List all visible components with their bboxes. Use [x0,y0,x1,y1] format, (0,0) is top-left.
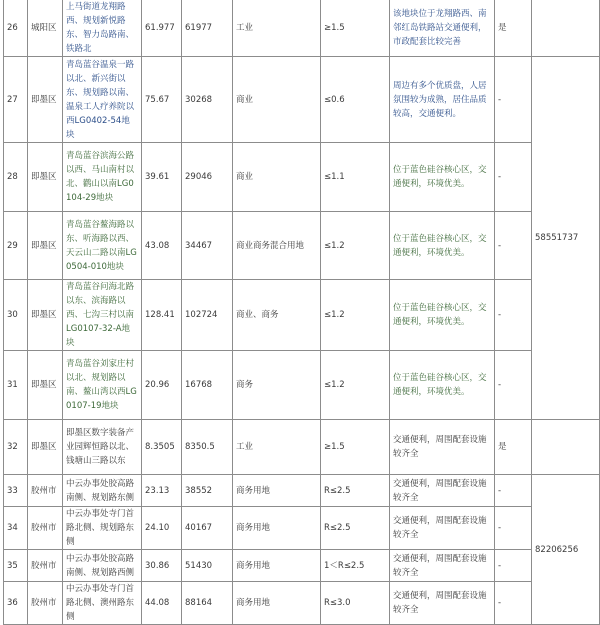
use-cell: 商业 [233,143,321,212]
location-cell: 中云办事处胶高路南侧、规划路西侧 [63,550,142,582]
desc-cell: 交通便利，周围配套设施较齐全 [390,550,495,582]
desc-cell: 位于蓝色硅谷核心区，交通便利，环境优美。 [390,280,495,351]
flag-cell: - [495,280,532,351]
area-sqm-cell: 61977 [182,0,233,57]
table-row [4,280,600,351]
location-cell: 上马街道龙翔路西、规划新悦路东、智力岛路南、铁路北 [63,0,142,57]
desc-cell: 周边有多个优质盘，人居氛围较为成熟，居住品质较高，交通便利。 [390,57,495,143]
contact-cell [532,420,600,475]
location-cell: 青岛蓝谷温泉一路以北、新兴街以东、规划路以南、温泉工人疗养院以西LG0402-54地块 [63,57,142,143]
area-sqm-cell: 30268 [182,57,233,143]
far-cell: ≥1.5 [321,0,390,57]
table-row [4,143,600,212]
district-cell: 即墨区 [28,280,63,351]
table-row [4,475,600,507]
use-cell: 工业 [233,420,321,475]
table-row [4,550,600,582]
area-sqm-cell: 8350.5 [182,420,233,475]
area-cell: 128.41 [142,280,182,351]
area-cell: 61.977 [142,0,182,57]
area-cell: 39.61 [142,143,182,212]
district-cell: 城阳区 [28,0,63,57]
desc-cell: 位于蓝色硅谷核心区，交通便利，环境优美。 [390,143,495,212]
flag-cell: - [495,550,532,582]
district-cell: 胶州市 [28,475,63,507]
use-cell: 商务 [233,351,321,420]
district-cell: 胶州市 [28,507,63,550]
table-row [4,420,600,475]
location-cell: 中云办事处寺门首路北侧、规划路东侧 [63,507,142,550]
table-row [4,57,600,143]
flag-cell: - [495,57,532,143]
flag-cell: - [495,143,532,212]
area-sqm-cell: 102724 [182,280,233,351]
area-sqm-cell: 38552 [182,475,233,507]
far-cell: 1＜R≤2.5 [321,550,390,582]
use-cell: 商业、商务 [233,280,321,351]
contact-cell: 58551737 [532,57,600,420]
row-number: 27 [4,57,28,143]
contact-cell [532,0,600,57]
row-number: 31 [4,351,28,420]
location-cell: 青岛蓝谷鳌海路以东、听海路以西、天云山二路以南LG0504-010地块 [63,212,142,280]
location-cell: 青岛蓝谷刘家庄村以北、规划路以南、鳌山湾以西LG0107-19地块 [63,351,142,420]
far-cell: R≤3.0 [321,582,390,625]
far-cell: ≤1.2 [321,280,390,351]
district-cell: 即墨区 [28,143,63,212]
location-cell: 青岛蓝谷问海北路以东、滨海路以西、七沟三村以南LG0107-32-A地块 [63,280,142,351]
row-number: 36 [4,582,28,625]
area-sqm-cell: 88164 [182,582,233,625]
desc-cell: 交通便利，周围配套设施较齐全 [390,475,495,507]
far-cell: ≤1.2 [321,351,390,420]
desc-cell: 位于蓝色硅谷核心区，交通便利，环境优美。 [390,212,495,280]
desc-cell: 位于蓝色硅谷核心区，交通便利，环境优美。 [390,351,495,420]
use-cell: 商务用地 [233,475,321,507]
flag-cell: - [495,475,532,507]
flag-cell: - [495,351,532,420]
table-row [4,507,600,550]
contact-cell: 82206256 [532,475,600,625]
flag-cell: - [495,582,532,625]
area-cell: 23.13 [142,475,182,507]
use-cell: 商业商务混合用地 [233,212,321,280]
land-parcel-table [3,0,600,625]
far-cell: ≥1.5 [321,420,390,475]
location-cell: 青岛蓝谷滨海公路以西、马山南村以北、鹳山以南LG0104-29地块 [63,143,142,212]
table-row [4,582,600,625]
area-cell: 75.67 [142,57,182,143]
row-number: 26 [4,0,28,57]
row-number: 28 [4,143,28,212]
table-row [4,0,600,57]
use-cell: 商业 [233,57,321,143]
location-cell: 中云办事处胶高路南侧、规划路东侧 [63,475,142,507]
far-cell: R≤2.5 [321,507,390,550]
district-cell: 即墨区 [28,351,63,420]
area-cell: 8.3505 [142,420,182,475]
table-row [4,351,600,420]
row-number: 34 [4,507,28,550]
flag-cell: 是 [495,420,532,475]
area-cell: 20.96 [142,351,182,420]
flag-cell: - [495,507,532,550]
table-row [4,212,600,280]
row-number: 33 [4,475,28,507]
far-cell: ≤0.6 [321,57,390,143]
use-cell: 商务用地 [233,550,321,582]
location-cell: 即墨区数字装备产业园辉恒路以北、钱塘山三路以东 [63,420,142,475]
district-cell: 胶州市 [28,550,63,582]
area-cell: 30.86 [142,550,182,582]
district-cell: 即墨区 [28,212,63,280]
desc-cell: 该地块位于龙翔路西、南邻红岛铁路站交通便利，市政配套比较完善 [390,0,495,57]
area-cell: 24.10 [142,507,182,550]
location-cell: 中云办事处寺门首路北侧、澳州路东侧 [63,582,142,625]
use-cell: 工业 [233,0,321,57]
district-cell: 即墨区 [28,57,63,143]
row-number: 32 [4,420,28,475]
use-cell: 商务用地 [233,582,321,625]
use-cell: 商务用地 [233,507,321,550]
area-sqm-cell: 16768 [182,351,233,420]
flag-cell: 是 [495,0,532,57]
area-sqm-cell: 34467 [182,212,233,280]
area-sqm-cell: 40167 [182,507,233,550]
area-sqm-cell: 51430 [182,550,233,582]
row-number: 35 [4,550,28,582]
district-cell: 即墨区 [28,420,63,475]
area-cell: 43.08 [142,212,182,280]
flag-cell: - [495,212,532,280]
far-cell: R≤2.5 [321,475,390,507]
area-sqm-cell: 29046 [182,143,233,212]
area-cell: 44.08 [142,582,182,625]
far-cell: ≤1.1 [321,143,390,212]
desc-cell: 交通便利，周围配套设施较齐全 [390,582,495,625]
row-number: 29 [4,212,28,280]
row-number: 30 [4,280,28,351]
desc-cell: 交通便利，周围配套设施较齐全 [390,507,495,550]
far-cell: ≤1.2 [321,212,390,280]
desc-cell: 交通便利，周围配套设施较齐全 [390,420,495,475]
district-cell: 胶州市 [28,582,63,625]
